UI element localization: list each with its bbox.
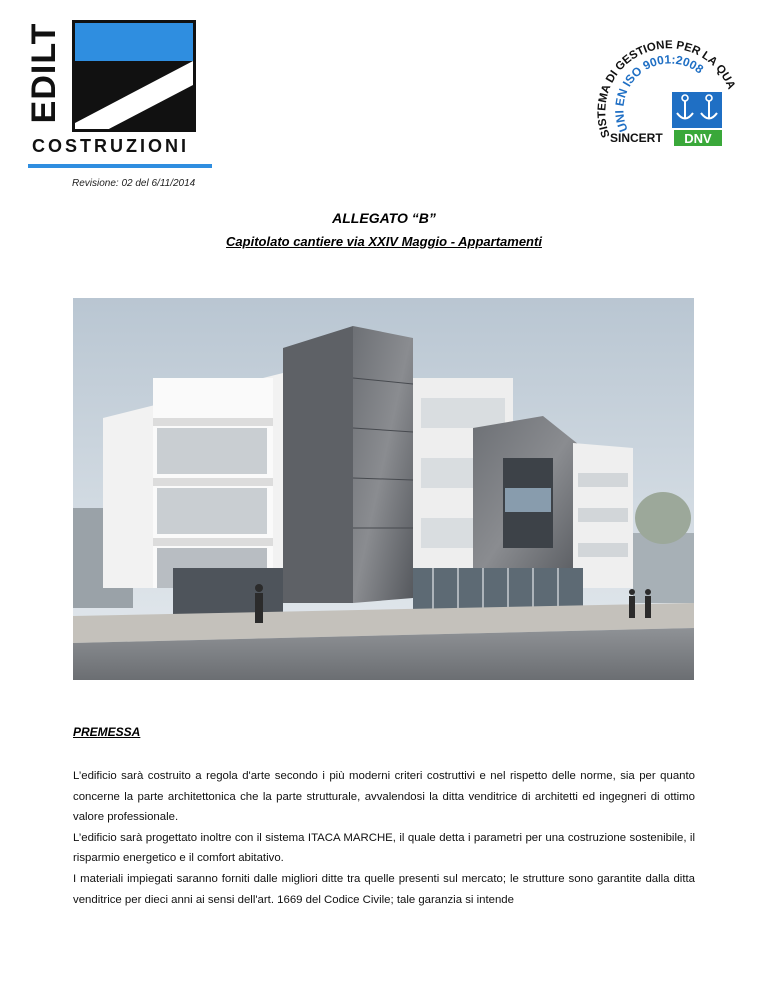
cert-body: DNV	[684, 131, 712, 146]
logo-wordmark: EDILT	[25, 22, 63, 124]
paragraph: L’edificio sarà costruito a regola d'arte secondo i più moderni criteri costruttivi e nel rispetto delle norme, sia per quanto concerne la parte architettonica che la parte strutturale, avvalendosi la ditta venditrice di architetti ed ingegneri di ottimo valore professionale.	[73, 770, 695, 824]
revision-note: Revisione: 02 del 6/11/2014	[72, 178, 196, 189]
anchor-icon	[672, 92, 722, 128]
cert-standard: UNI EN ISO 9001:2008	[612, 52, 707, 134]
document-title: ALLEGATO “B”	[332, 210, 436, 226]
section-body	[73, 766, 695, 910]
logo-underline	[28, 164, 212, 168]
logo-emblem	[72, 20, 196, 132]
paragraph: I materiali impiegati saranno forniti dalle migliori ditte tra quelle presenti sul mercato; le strutture sono garantite dalla ditta venditrice per dieci anni ai sensi dell'art. 1669 del Codice Civile; tale garanzia si intende	[73, 872, 695, 906]
cert-arc-text: SISTEMA DI GESTIONE PER LA QUA	[596, 39, 738, 140]
paragraph: L’edificio sarà progettato inoltre con il sistema ITACA MARCHE, il quale detta i parametri per una costruzione sostenibile, il risparmio energetico e il comfort abitativo.	[73, 831, 695, 865]
document-subtitle: Capitolato cantiere via XXIV Maggio - Appartamenti	[226, 234, 542, 249]
logo-company-name: COSTRUZIONI	[32, 136, 189, 156]
cert-accreditor: SINCERT	[610, 131, 663, 145]
building-rendering	[73, 298, 694, 680]
section-heading: PREMESSA	[73, 725, 141, 739]
iso-certification-badge	[588, 18, 738, 158]
company-logo	[25, 18, 200, 178]
